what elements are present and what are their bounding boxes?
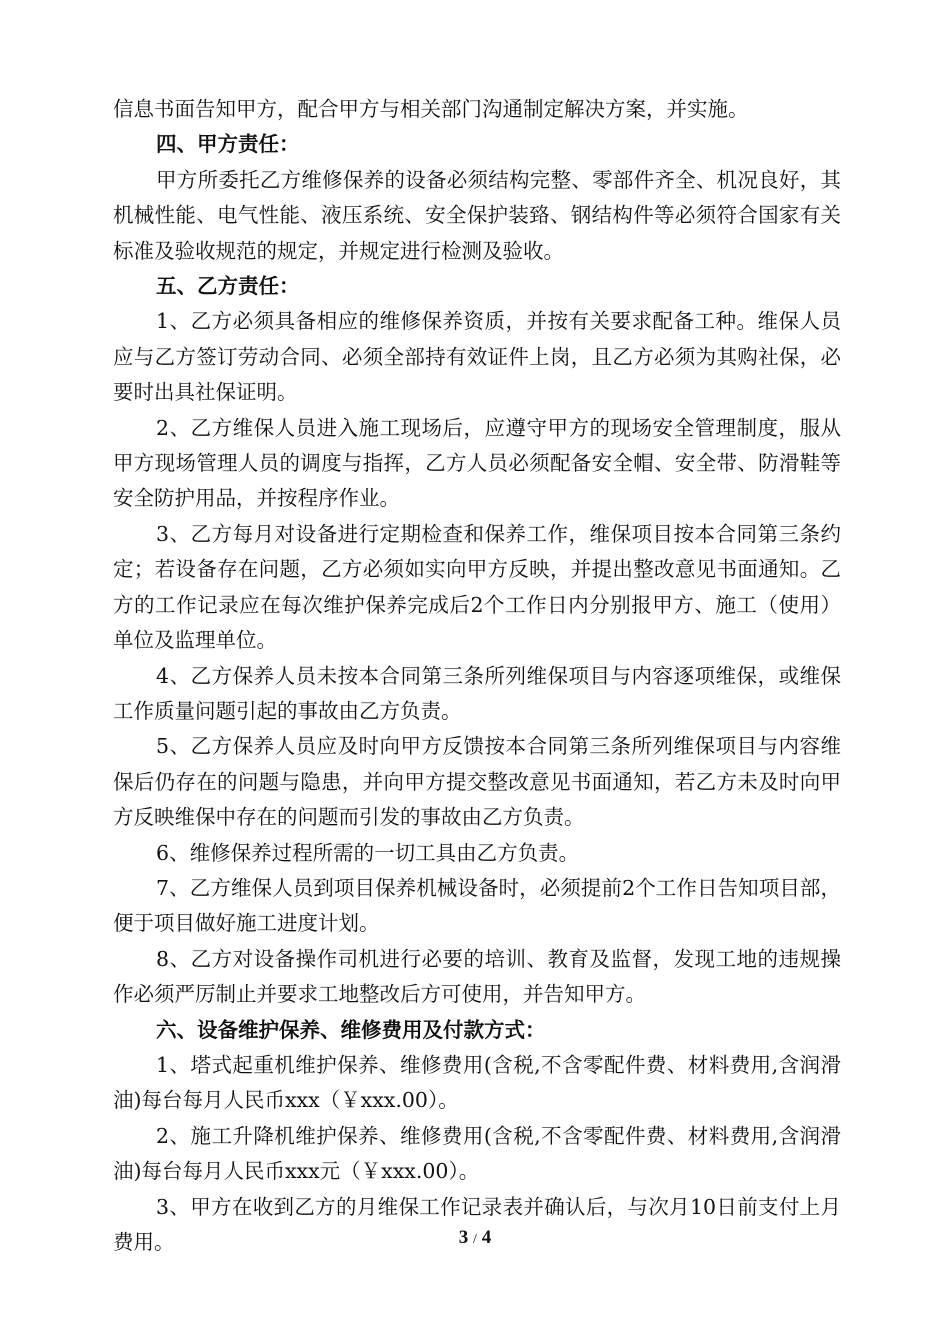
current-page: 3 (458, 1227, 469, 1248)
paragraph-party-b-item-4: 4、乙方保养人员未按本合同第三条所列维保项目与内容逐项维保，或维保工作质量问题引起的事故由乙方负责。 (113, 663, 841, 723)
page-separator: / (473, 1232, 477, 1247)
section-heading-party-a-duties: 四、甲方责任： (156, 132, 300, 157)
paragraph-party-b-item-2: 2、乙方维保人员进入施工现场后，应遵守甲方的现场安全管理制度，服从甲方现场管理人员的调度与指挥，乙方人员必须配备安全帽、安全带、防滑鞋等安全防护用品，并按程序作业。 (113, 415, 841, 511)
paragraph-party-b-item-5: 5、乙方保养人员应及时向甲方反馈按本合同第三条所列维保项目与内容维保后仍存在的问题与隐患，并向甲方提交整改意见书面通知，若乙方未及时向甲方反映维保中存在的问题而引发的事故由乙方负责。 (113, 734, 841, 830)
paragraph-party-b-item-7: 7、乙方维保人员到项目保养机械设备时，必须提前2个工作日告知项目部，便于项目做好施工进度计划。 (113, 875, 841, 936)
paragraph-party-b-item-6: 6、维修保养过程所需的一切工具由乙方负责。 (156, 840, 580, 865)
paragraph-party-b-item-1: 1、乙方必须具备相应的维修保养资质，并按有关要求配备工种。维保人员应与乙方签订劳动合同、必须全部持有效证件上岗，且乙方必须为其购社保，必要时出具社保证明。 (113, 309, 841, 405)
document-page (113, 92, 841, 1260)
paragraph-party-b-item-3: 3、乙方每月对设备进行定期检查和保养工作，维保项目按本合同第三条约定；若设备存在问题，乙方必须如实向甲方反映，并提出整改意见书面通知。乙方的工作记录应在每次维护保养完成后2个工作日内分别报甲方、施工（使用）单位及监理单位。 (113, 521, 841, 653)
paragraph-party-b-item-8: 8、乙方对设备操作司机进行必要的培训、教育及监督，发现工地的违规操作必须严厉制止并要求工地整改后方可使用，并告知甲方。 (113, 946, 841, 1007)
total-pages: 4 (481, 1227, 492, 1248)
paragraph-fees-item-2: 2、施工升降机维护保养、维修费用(含税,不含零配件费、材料费用,含润滑油)每台每月人民币xxx元（￥xxx.00）。 (113, 1123, 841, 1184)
paragraph-continuation: 信息书面告知甲方，配合甲方与相关部门沟通制定解决方案，并实施。 (113, 97, 749, 121)
paragraph-party-a-duties: 甲方所委托乙方维修保养的设备必须结构完整、零部件齐全、机况良好，其机械性能、电气性能、液压系统、安全保护装臵、钢结构件等必须符合国家有关标准及验收规范的规定，并规定进行检测及验收。 (113, 167, 841, 263)
page-number (0, 1227, 950, 1249)
section-heading-party-b-duties: 五、乙方责任： (156, 274, 300, 299)
paragraph-fees-item-1: 1、塔式起重机维护保养、维修费用(含税,不含零配件费、材料费用,含润滑油)每台每月人民币xxx（￥xxx.00）。 (113, 1052, 841, 1113)
section-heading-fees-payment: 六、设备维护保养、维修费用及付款方式： (156, 1017, 546, 1042)
paragraph-fees-item-3: 3、甲方在收到乙方的月维保工作记录表并确认后，与次月10日前支付上月费用。 (113, 1194, 841, 1254)
